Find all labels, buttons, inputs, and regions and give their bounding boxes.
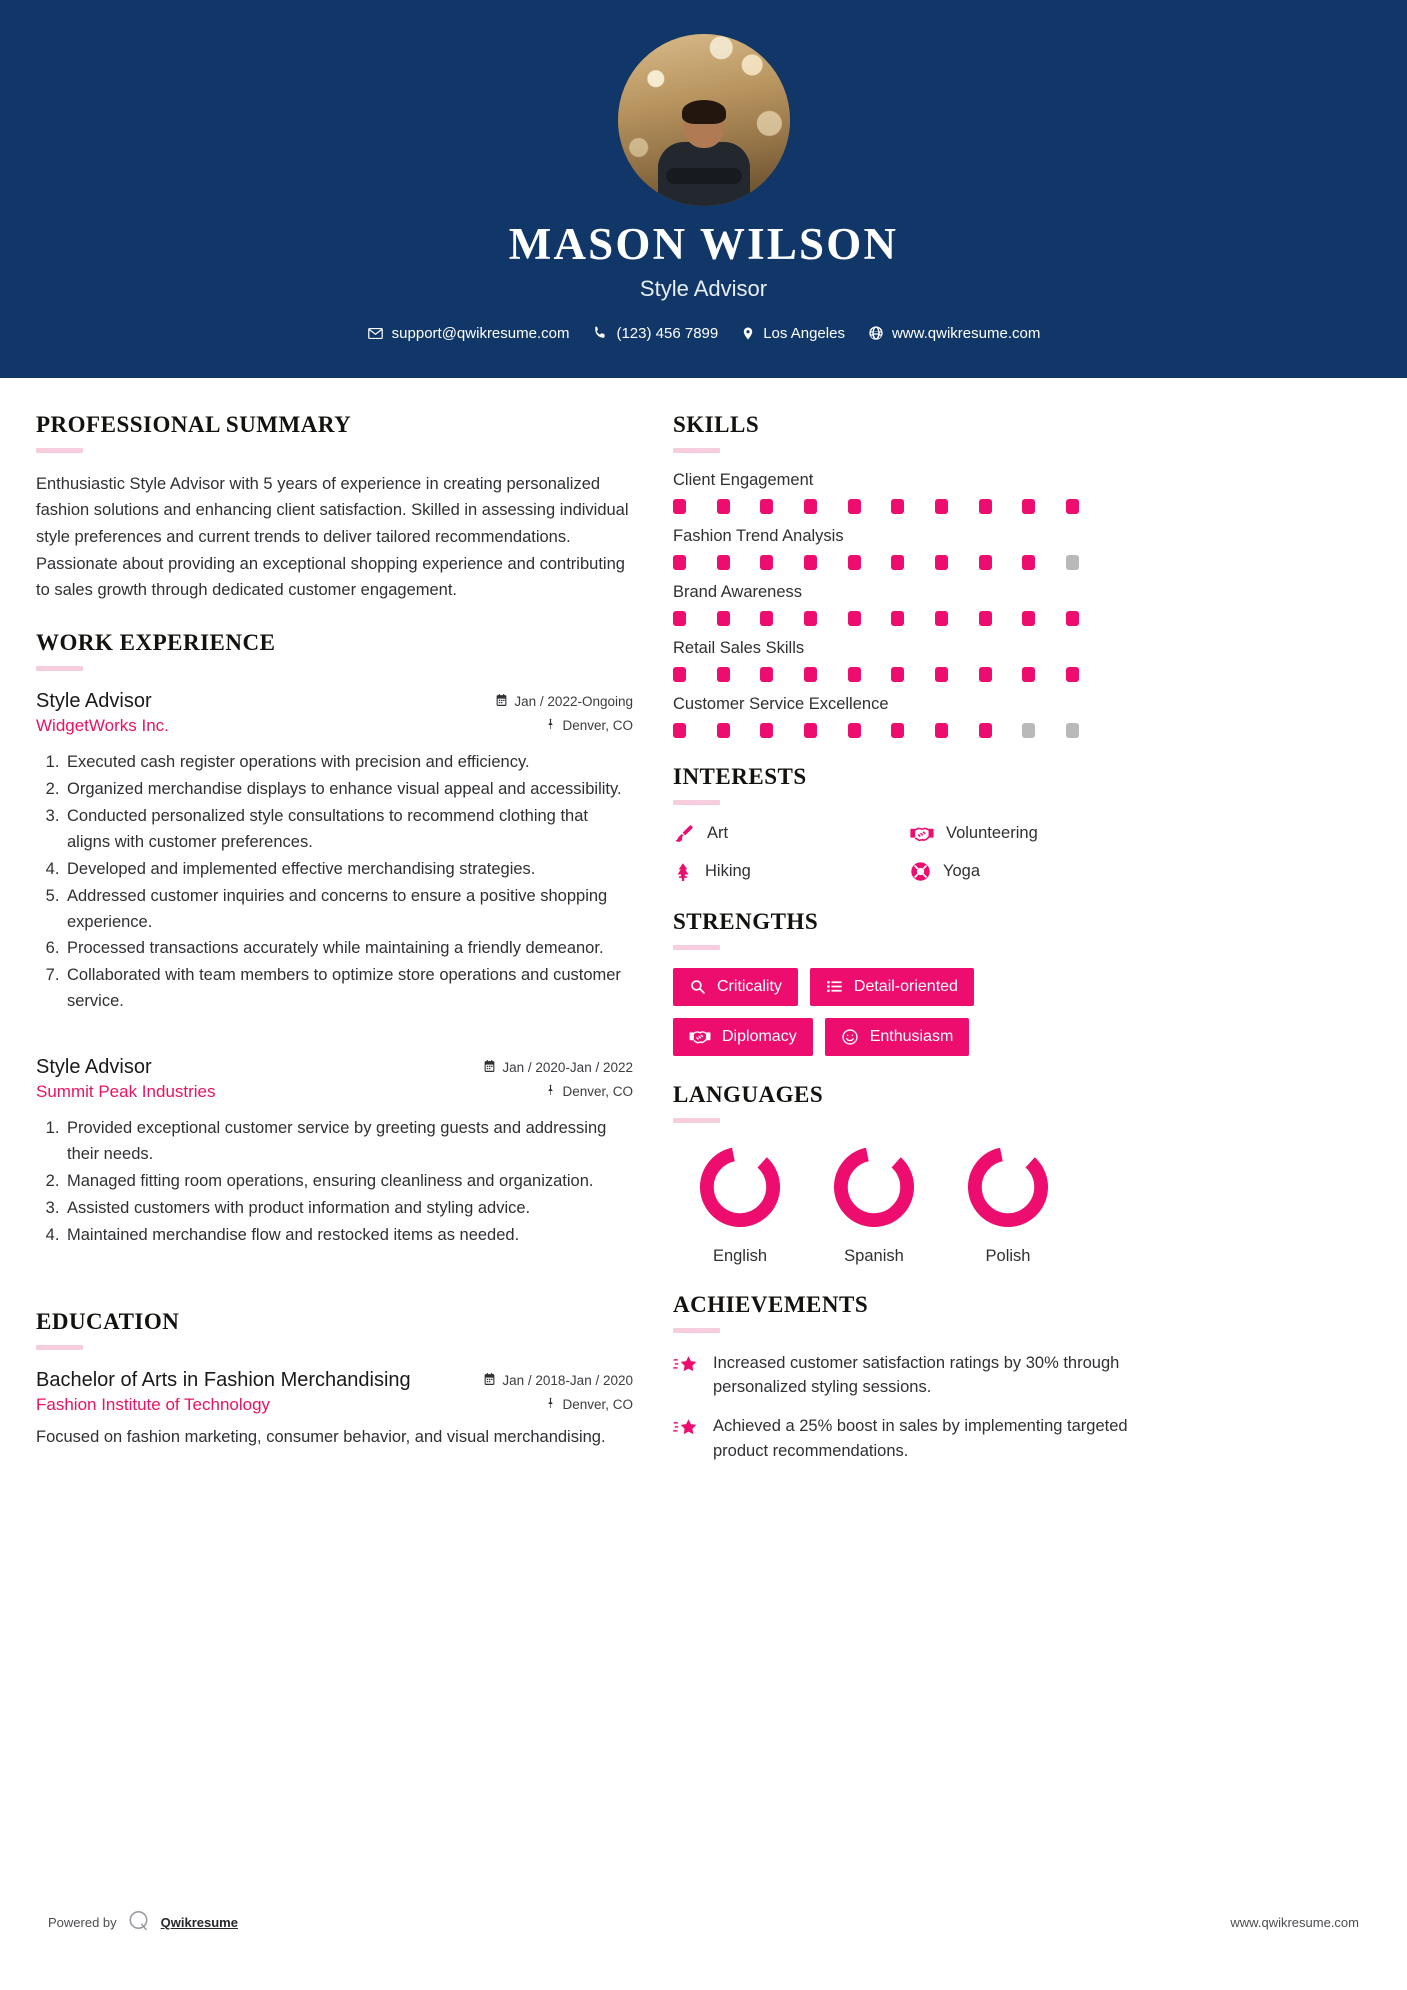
handshake-icon <box>910 824 934 844</box>
section-title-achievements: ACHIEVEMENTS <box>673 1291 869 1317</box>
skill-dot-filled <box>979 723 992 738</box>
avatar-arms <box>666 168 742 184</box>
achievement-item <box>673 1414 1333 1464</box>
spacer <box>36 1275 633 1309</box>
section-professional-summary <box>36 412 633 605</box>
skill-name: Fashion Trend Analysis <box>673 526 844 545</box>
work-bullet: 5. Addressed customer inquiries and concerns to ensure a positive shopping experience. <box>64 884 633 936</box>
contact-phone-text: (123) 456 7899 <box>616 324 719 342</box>
language-item <box>807 1141 941 1266</box>
skill-dot-filled <box>935 723 948 738</box>
footer-brand-link[interactable]: Qwikresume <box>160 1915 238 1930</box>
skill-dot-filled <box>760 555 773 570</box>
skill-dot-filled <box>804 499 817 514</box>
location-pin-icon <box>741 325 755 342</box>
strength-label: Detail-oriented <box>853 977 958 995</box>
skill-dot-filled <box>848 723 861 738</box>
section-education <box>36 1309 633 1451</box>
skill-rating <box>673 667 1079 682</box>
section-title-interests: INTERESTS <box>673 763 807 789</box>
section-rule <box>36 666 83 671</box>
work-bullet: 2. Managed fitting room operations, ensuring cleanliness and organization. <box>64 1169 633 1195</box>
work-organization: WidgetWorks Inc. <box>36 716 169 736</box>
section-title-professional-summary: PROFESSIONAL SUMMARY <box>36 411 352 437</box>
section-skills <box>673 412 1333 738</box>
section-rule <box>673 800 720 805</box>
skill-dot-filled <box>1066 611 1079 626</box>
section-languages <box>673 1082 1333 1266</box>
resume-header <box>0 0 1407 378</box>
work-bullet: 1. Provided exceptional customer service by greeting guests and addressing their needs. <box>64 1116 633 1168</box>
work-location-text: Denver, CO <box>562 1084 633 1100</box>
work-bullet: 3. Conducted personalized style consultations to recommend clothing that aligns with customer preferences. <box>64 804 633 856</box>
contact-row <box>0 325 1407 342</box>
section-achievements <box>673 1292 1333 1464</box>
candidate-job-title: Style Advisor <box>639 275 768 301</box>
smiley-icon <box>841 1028 859 1046</box>
section-rule <box>36 448 83 453</box>
section-strengths <box>673 909 1333 1056</box>
strength-label: Enthusiasm <box>869 1027 954 1045</box>
skill-name: Retail Sales Skills <box>673 638 805 657</box>
education-location-text: Denver, CO <box>562 1396 633 1412</box>
skill-dot-filled <box>717 723 730 738</box>
avatar <box>618 34 790 206</box>
strength-chip-criticality <box>673 968 798 1006</box>
work-location <box>545 713 633 734</box>
skill-dot-filled <box>1022 499 1035 514</box>
avatar-person <box>656 102 752 206</box>
section-interests <box>673 764 1333 883</box>
education-date-text: Jan / 2018-Jan / 2020 <box>502 1372 633 1388</box>
paintbrush-icon <box>673 823 695 845</box>
work-bullet: 2. Organized merchandise displays to enhance visual appeal and accessibility. <box>64 777 633 803</box>
skill-dot-filled <box>935 555 948 570</box>
avatar-hair <box>682 100 726 124</box>
work-role: Style Advisor <box>36 690 152 713</box>
handshake-icon <box>689 1028 711 1046</box>
achievement-item <box>673 1351 1333 1401</box>
achievement-text: Increased customer satisfaction ratings by 30% through personalized styling sessions. <box>713 1353 1120 1397</box>
skill-dot-filled <box>760 611 773 626</box>
skill-dot-filled <box>1066 667 1079 682</box>
skill-dot-filled <box>848 555 861 570</box>
language-progress-ring <box>694 1141 786 1233</box>
skill-rating <box>673 611 1079 626</box>
skill-rating <box>673 499 1079 514</box>
skill-name: Brand Awareness <box>673 582 803 601</box>
skill-dot-filled <box>935 499 948 514</box>
work-entry <box>36 1055 633 1248</box>
interest-item <box>673 823 910 845</box>
section-title-education: EDUCATION <box>36 1308 180 1334</box>
language-label: Polish <box>985 1246 1031 1265</box>
interest-label: Yoga <box>943 862 981 881</box>
work-bullet-list <box>36 1116 633 1248</box>
section-rule <box>36 1345 83 1350</box>
star-icon <box>673 1354 699 1381</box>
skill-row <box>673 583 1333 626</box>
calendar-icon <box>495 693 508 710</box>
skill-dot-filled <box>979 611 992 626</box>
footer-powered-by <box>48 1909 238 1936</box>
skill-dot-filled <box>1022 611 1035 626</box>
work-bullet: 6. Processed transactions accurately while maintaining a friendly demeanor. <box>64 936 633 962</box>
skill-dot-filled <box>891 499 904 514</box>
magnifier-icon <box>689 978 706 995</box>
strength-label: Criticality <box>717 977 782 995</box>
skill-dot-filled <box>891 555 904 570</box>
education-degree: Bachelor of Arts in Fashion Merchandising <box>36 1368 411 1391</box>
education-entry <box>36 1368 633 1451</box>
work-bullet: 7. Collaborated with team members to optimize store operations and customer service. <box>64 963 633 1015</box>
language-progress-ring <box>828 1141 920 1233</box>
skill-dot-filled <box>891 667 904 682</box>
skill-dot-filled <box>891 723 904 738</box>
skill-name: Client Engagement <box>673 470 814 489</box>
phone-icon <box>592 325 608 341</box>
lifebuoy-icon <box>910 861 931 882</box>
skill-dot-filled <box>673 667 686 682</box>
list-icon <box>826 978 843 995</box>
skill-dot-filled <box>979 555 992 570</box>
language-item <box>673 1141 807 1266</box>
q-logo-icon <box>127 1909 151 1936</box>
skill-dot-filled <box>804 667 817 682</box>
strength-chip-diplomacy <box>673 1018 813 1056</box>
interest-label: Hiking <box>705 862 751 881</box>
section-rule <box>673 1118 720 1123</box>
skill-dot-filled <box>804 723 817 738</box>
strength-chip-detail-oriented <box>810 968 974 1006</box>
spacer <box>36 1021 633 1055</box>
work-entry-head <box>36 1055 633 1079</box>
language-progress-ring <box>962 1141 1054 1233</box>
skill-dot-filled <box>848 499 861 514</box>
work-bullet-list <box>36 750 633 1015</box>
footer-powered-by-label: Powered by <box>48 1915 117 1930</box>
work-location-text: Denver, CO <box>562 718 633 734</box>
resume-body <box>0 378 1407 1490</box>
language-item <box>941 1141 1075 1266</box>
skill-dot-empty <box>1066 723 1079 738</box>
contact-website-text: www.qwikresume.com <box>891 324 1041 342</box>
contact-website[interactable] <box>861 325 1047 342</box>
professional-summary-text: Enthusiastic Style Advisor with 5 years of experience in creating personalized fashion solutions and enhancing client satisfaction. Skilled in assessing individual style preferences and current trends to deliver tailored recommendations. Passionate about providing an exceptional shopping experience and contributing to sales growth through dedicated customer engagement. <box>36 474 629 600</box>
work-date-text: Jan / 2020-Jan / 2022 <box>502 1060 633 1076</box>
skill-dot-empty <box>1066 555 1079 570</box>
skill-dot-filled <box>673 611 686 626</box>
section-rule <box>673 448 720 453</box>
work-date <box>483 1055 633 1076</box>
map-pin-icon <box>545 717 556 734</box>
section-title-strengths: STRENGTHS <box>673 908 819 934</box>
skill-dot-filled <box>848 667 861 682</box>
skill-row <box>673 527 1333 570</box>
skill-rating <box>673 555 1079 570</box>
map-pin-icon <box>545 1396 556 1413</box>
education-description: Focused on fashion marketing, consumer behavior, and visual merchandising. <box>36 1427 606 1446</box>
education-entry-sub <box>36 1392 633 1415</box>
language-label: Spanish <box>844 1246 904 1265</box>
education-location <box>545 1392 633 1413</box>
education-institution: Fashion Institute of Technology <box>36 1394 271 1414</box>
skill-name: Customer Service Excellence <box>673 694 889 713</box>
strength-label: Diplomacy <box>722 1027 797 1045</box>
work-date <box>495 689 633 710</box>
skill-dot-filled <box>804 555 817 570</box>
strength-chip-enthusiasm <box>825 1018 970 1056</box>
skill-dot-filled <box>717 667 730 682</box>
skill-dot-filled <box>760 667 773 682</box>
contact-email-text: support@qwikresume.com <box>391 324 570 342</box>
interest-item <box>673 861 910 883</box>
skill-dot-filled <box>979 499 992 514</box>
interest-item <box>910 861 1333 883</box>
calendar-icon <box>483 1372 496 1389</box>
left-column <box>36 412 633 1477</box>
work-entry-sub <box>36 713 633 736</box>
skill-dot-filled <box>1066 499 1079 514</box>
skill-dot-filled <box>979 667 992 682</box>
skill-dot-filled <box>717 611 730 626</box>
work-bullet: 4. Maintained merchandise flow and restocked items as needed. <box>64 1223 633 1249</box>
work-bullet: 1. Executed cash register operations with precision and efficiency. <box>64 750 633 776</box>
contact-location-text: Los Angeles <box>763 324 845 342</box>
envelope-icon <box>367 325 384 342</box>
work-location <box>545 1079 633 1100</box>
skill-dot-filled <box>673 723 686 738</box>
skill-dot-filled <box>935 667 948 682</box>
footer-url: www.qwikresume.com <box>1230 1915 1359 1930</box>
skill-row <box>673 695 1333 738</box>
work-bullet: 3. Assisted customers with product information and styling advice. <box>64 1196 633 1222</box>
skill-dot-empty <box>1022 723 1035 738</box>
work-entry <box>36 689 633 1015</box>
section-rule <box>673 1328 720 1333</box>
education-entry-head <box>36 1368 633 1392</box>
section-title-skills: SKILLS <box>673 411 760 437</box>
work-entry-sub <box>36 1079 633 1102</box>
contact-location[interactable] <box>734 325 852 342</box>
candidate-name: MASON WILSON <box>508 219 899 269</box>
work-date-text: Jan / 2022-Ongoing <box>514 694 633 710</box>
skill-dot-filled <box>1022 555 1035 570</box>
language-label: English <box>712 1246 768 1265</box>
skill-dot-filled <box>717 499 730 514</box>
skill-dot-filled <box>891 611 904 626</box>
achievement-text: Achieved a 25% boost in sales by implementing targeted product recommendations. <box>713 1417 1128 1460</box>
calendar-icon <box>483 1059 496 1076</box>
skill-row <box>673 471 1333 514</box>
skill-row <box>673 639 1333 682</box>
strengths-list <box>673 968 1093 1056</box>
skill-dot-filled <box>717 555 730 570</box>
work-organization: Summit Peak Industries <box>36 1082 216 1102</box>
interest-item <box>910 823 1333 845</box>
skill-dot-filled <box>935 611 948 626</box>
skill-dot-filled <box>673 499 686 514</box>
interest-label: Art <box>707 824 729 843</box>
skill-rating <box>673 723 1079 738</box>
contact-phone[interactable] <box>585 325 725 342</box>
work-bullet: 4. Developed and implemented effective merchandising strategies. <box>64 857 633 883</box>
section-title-languages: LANGUAGES <box>673 1081 824 1107</box>
work-entry-head <box>36 689 633 713</box>
section-work-experience <box>36 630 633 1248</box>
skill-dot-filled <box>673 555 686 570</box>
section-title-work-experience: WORK EXPERIENCE <box>36 630 276 656</box>
skill-dot-filled <box>804 611 817 626</box>
work-role: Style Advisor <box>36 1056 152 1079</box>
star-icon <box>673 1417 699 1444</box>
skill-dot-filled <box>760 499 773 514</box>
skill-dot-filled <box>1022 667 1035 682</box>
skill-dot-filled <box>760 723 773 738</box>
pine-tree-icon <box>673 861 693 883</box>
globe-icon <box>868 325 884 341</box>
section-rule <box>673 945 720 950</box>
contact-email[interactable] <box>360 325 577 342</box>
languages-list <box>673 1141 1333 1266</box>
interest-label: Volunteering <box>946 824 1038 843</box>
skill-dot-filled <box>848 611 861 626</box>
interests-grid <box>673 823 1333 883</box>
right-column <box>673 412 1333 1490</box>
resume-footer <box>0 1909 1407 1936</box>
map-pin-icon <box>545 1083 556 1100</box>
education-date <box>483 1368 633 1389</box>
